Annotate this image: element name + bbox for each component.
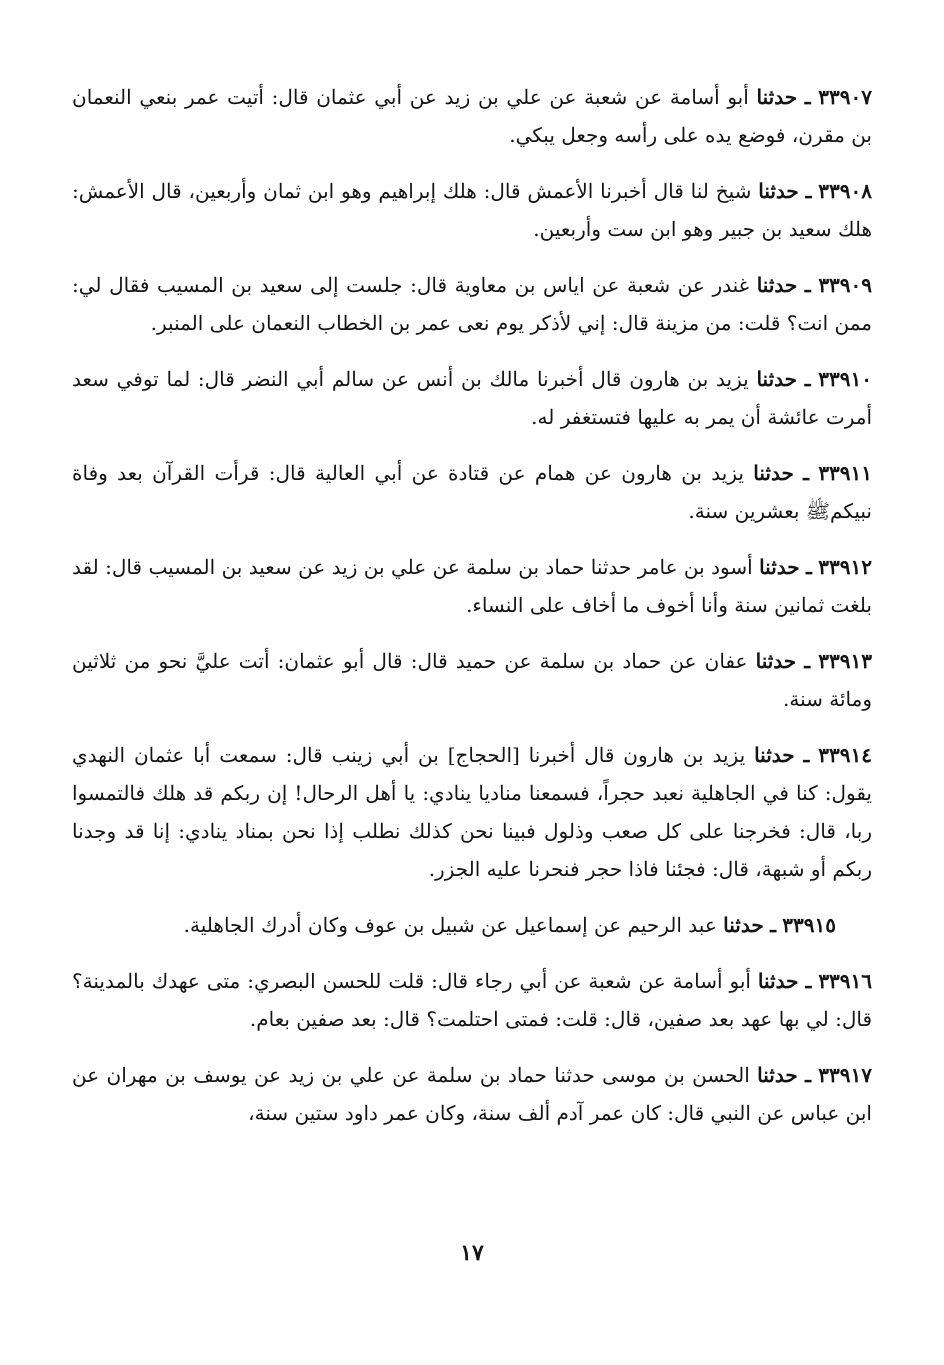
hadith-entry bbox=[72, 266, 872, 342]
dash-separator: ـ bbox=[804, 649, 811, 673]
page-number: ١٧ bbox=[460, 1240, 484, 1266]
dash-separator: ـ bbox=[770, 913, 776, 937]
hadith-text: الحسن بن موسى حدثنا حماد بن سلمة عن علي بن زيد عن يوسف بن مهران عن ابن عباس عن النبي قال: كان عمر آدم ألف سنة، وكان عمر داود ستين سنة، bbox=[72, 1063, 872, 1125]
dash-separator: ـ bbox=[803, 743, 810, 767]
hadith-keyword: حدثنا bbox=[757, 1063, 798, 1087]
dash-separator: ـ bbox=[804, 273, 811, 297]
hadith-text: أبو أسامة عن شعبة عن أبي رجاء قال: قلت للحسن البصري: متى عهدك بالمدينة؟ قال: لي بها عهد بعد صفين، قال: قلت: فمتى احتلمت؟ قال: بعد صفين بعام. bbox=[72, 969, 872, 1031]
hadith-entry bbox=[72, 962, 872, 1038]
hadith-text: عبد الرحيم عن إسماعيل عن شبيل بن عوف وكان أدرك الجاهلية. bbox=[183, 913, 717, 937]
hadith-text: غندر عن شعبة عن اياس بن معاوية قال: جلست إلى سعيد بن المسيب فقال لي: ممن انت؟ قلت: من مزينة قال: إني لأذكر يوم نعى عمر بن الخطاب النعمان على المنبر. bbox=[72, 273, 872, 335]
hadith-keyword: حدثنا bbox=[754, 743, 795, 767]
hadith-text: يزيد بن هارون عن همام عن قتادة عن أبي العالية قال: قرأت القرآن بعد وفاة نبيكمﷺ بعشرين سنة. bbox=[72, 461, 872, 523]
hadith-entry bbox=[72, 736, 872, 888]
hadith-entry bbox=[72, 454, 872, 530]
hadith-entry bbox=[72, 906, 872, 944]
hadith-number: ٣٣٩١٦ bbox=[818, 969, 873, 993]
dash-separator: ـ bbox=[804, 85, 811, 109]
hadith-number: ٣٣٩٠٧ bbox=[818, 85, 873, 109]
hadith-entry bbox=[72, 548, 872, 624]
hadith-keyword: حدثنا bbox=[755, 649, 797, 673]
hadith-text: أبو أسامة عن شعبة عن علي بن زيد عن أبي عثمان قال: أتيت عمر بنعي النعمان بن مقرن، فوضع يده على رأسه وجعل يبكي. bbox=[72, 85, 872, 147]
hadith-number: ٣٣٩١٠ bbox=[818, 367, 873, 391]
dash-separator: ـ bbox=[806, 555, 812, 579]
hadith-number: ٣٣٩١٤ bbox=[818, 743, 872, 767]
hadith-entry bbox=[72, 78, 872, 154]
hadith-entry bbox=[72, 642, 872, 718]
hadith-number: ٣٣٩١٣ bbox=[818, 649, 872, 673]
hadith-entry bbox=[72, 360, 872, 436]
dash-separator: ـ bbox=[805, 969, 812, 993]
hadith-keyword: حدثنا bbox=[757, 969, 799, 993]
hadith-text: شيخ لنا قال أخبرنا الأعمش قال: هلك إبراهيم وهو ابن ثمان وأربعين، قال الأعمش: هلك سعيد بن جبير وهو ابن ست وأربعين. bbox=[72, 179, 872, 241]
hadith-text: أسود بن عامر حدثنا حماد بن سلمة عن علي بن زيد عن سعيد بن المسيب قال: لقد بلغت ثمانين سنة وأنا أخوف ما أخاف على النساء. bbox=[72, 555, 872, 617]
hadith-keyword: حدثنا bbox=[753, 461, 794, 485]
hadith-number: ٣٣٩٠٨ bbox=[818, 179, 873, 203]
hadith-list bbox=[72, 78, 872, 1150]
dash-separator: ـ bbox=[803, 461, 809, 485]
hadith-text: يزيد بن هارون قال أخبرنا [الحجاج] بن أبي زينب قال: سمعت أبا عثمان النهدي يقول: كنا في الجاهلية نعبد حجراً، فسمعنا مناديا ينادي: يا أهل الرحال! إن ربكم قد هلك فالتمسوا ربا، قال: فخرجنا على كل صعب وذلول فبينا نحن كذلك نطلب إذا نحن بمناد ينادي: إنا قد وجدنا ربكم أو شبهة، قال: فجئنا فاذا حجر فنحرنا عليه الجزر. bbox=[72, 743, 872, 881]
hadith-keyword: حدثنا bbox=[758, 179, 799, 203]
hadith-text: عفان عن حماد بن سلمة عن حميد قال: قال أبو عثمان: أتت عليَّ نحو من ثلاثين ومائة سنة. bbox=[72, 649, 872, 711]
hadith-number: ٣٣٩١٢ bbox=[818, 555, 873, 579]
hadith-number: ٣٣٩٠٩ bbox=[818, 273, 873, 297]
dash-separator: ـ bbox=[805, 1063, 811, 1087]
hadith-number: ٣٣٩١١ bbox=[818, 461, 873, 485]
hadith-keyword: حدثنا bbox=[759, 555, 800, 579]
dash-separator: ـ bbox=[804, 367, 811, 391]
hadith-text: يزيد بن هارون قال أخبرنا مالك بن أنس عن سالم أبي النضر قال: لما توفي سعد أمرت عائشة أن يمر به عليها فتستغفر له. bbox=[72, 367, 872, 429]
hadith-entry bbox=[72, 1056, 872, 1132]
hadith-number: ٣٣٩١٥ bbox=[782, 913, 836, 937]
dash-separator: ـ bbox=[805, 179, 812, 203]
hadith-keyword: حدثنا bbox=[756, 85, 798, 109]
hadith-keyword: حدثنا bbox=[723, 913, 764, 937]
hadith-entry bbox=[72, 172, 872, 248]
hadith-number: ٣٣٩١٧ bbox=[818, 1063, 872, 1087]
hadith-keyword: حدثنا bbox=[756, 273, 798, 297]
hadith-keyword: حدثنا bbox=[756, 367, 797, 391]
